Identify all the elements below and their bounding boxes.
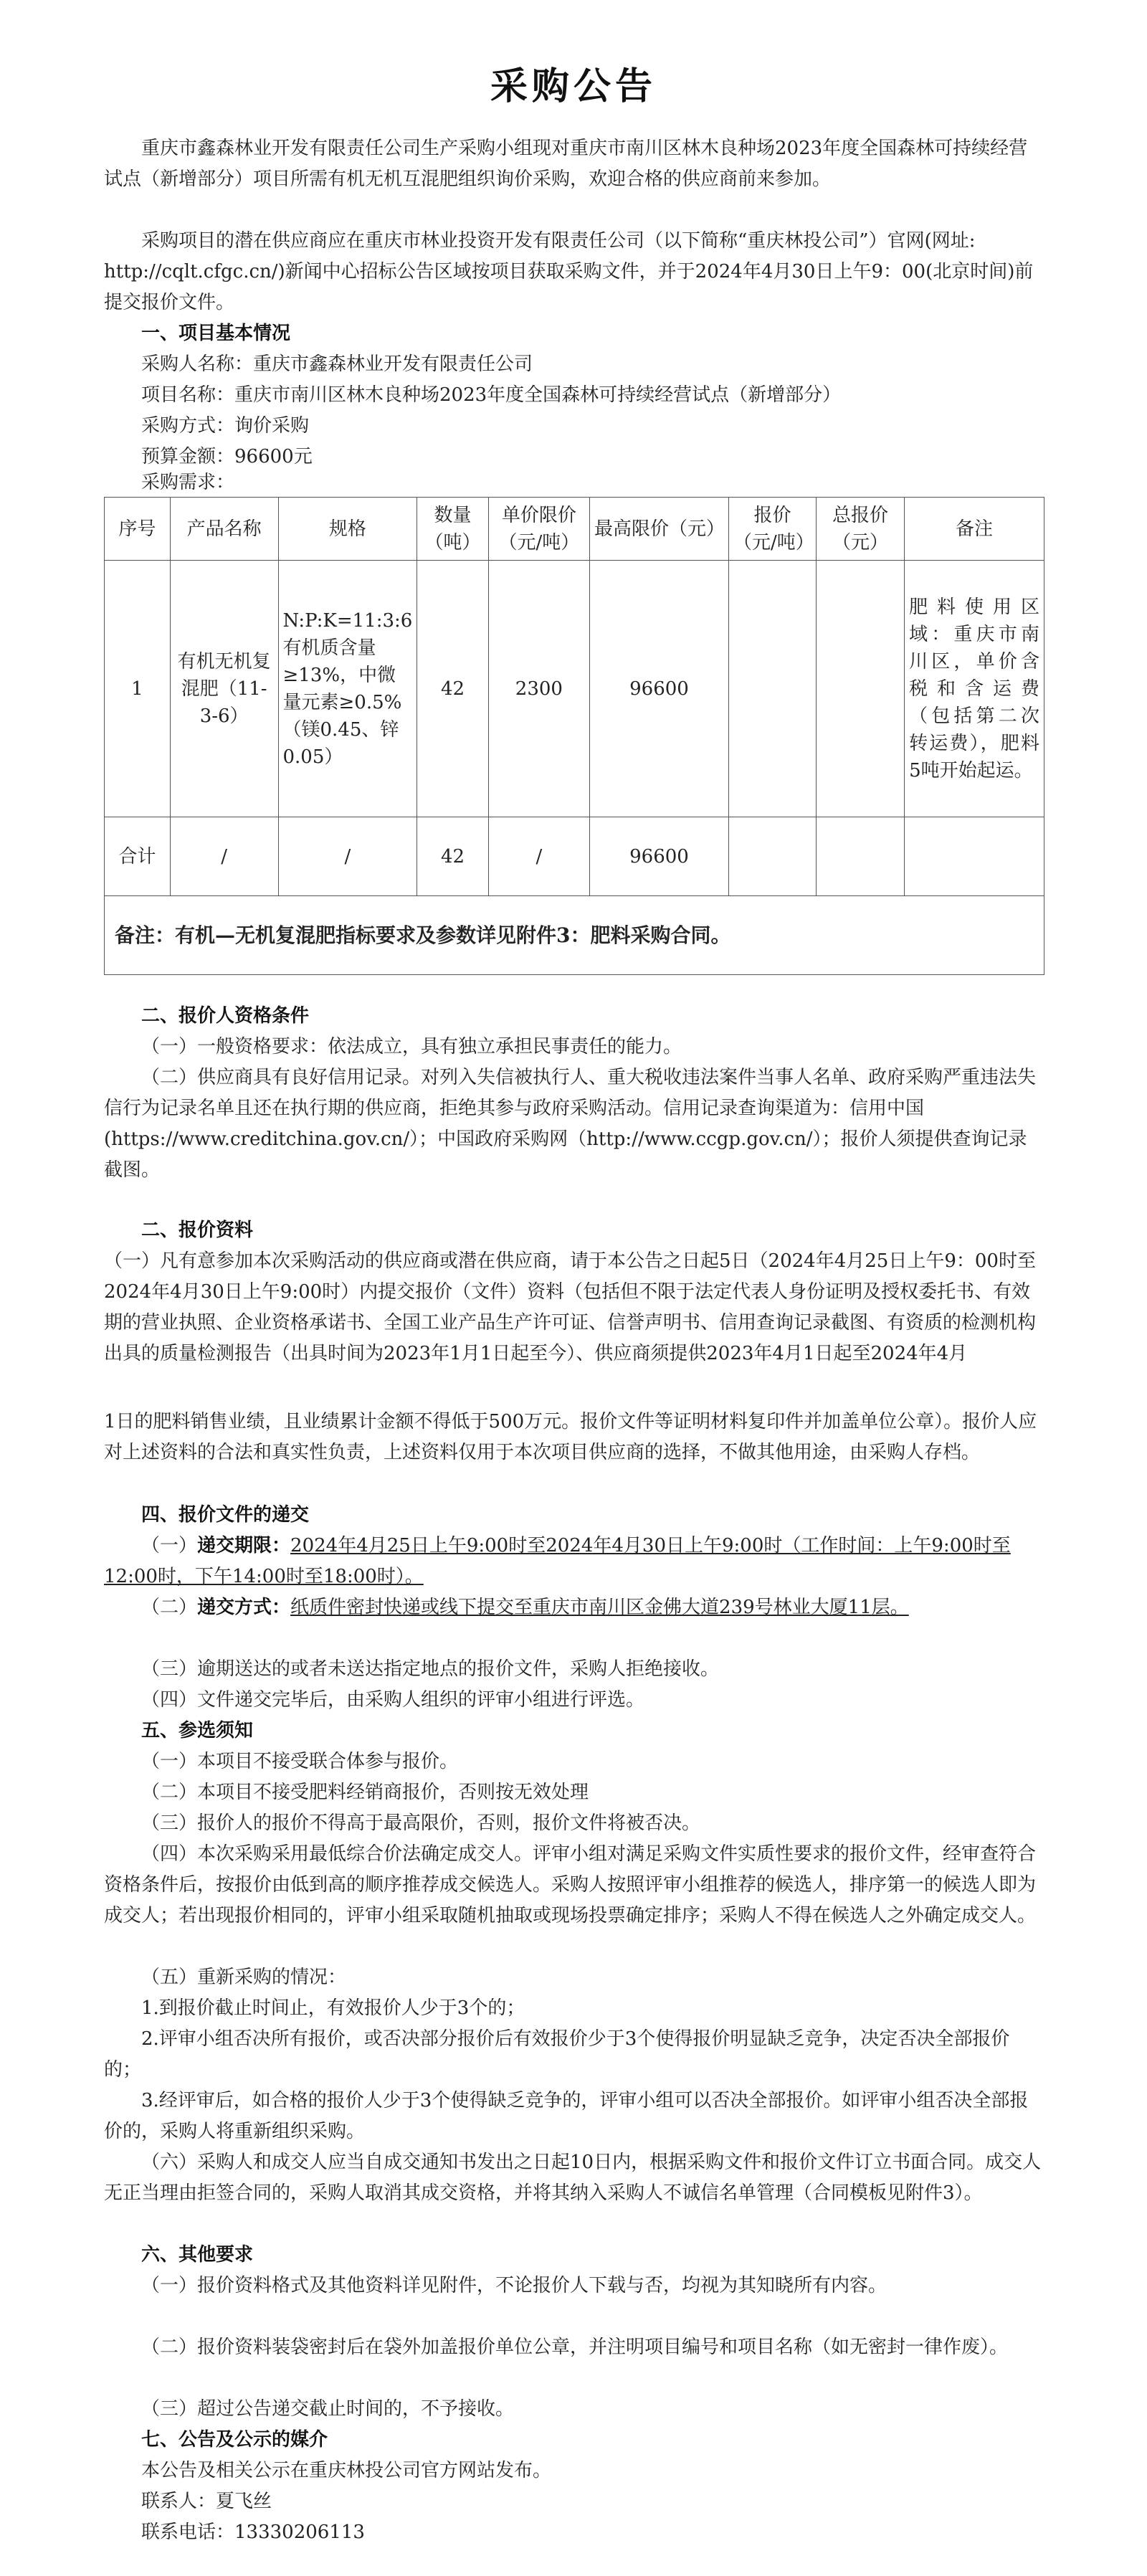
- procurement-demand: 采购需求：: [141, 472, 235, 493]
- cell-spec: N:P:K=11:3:6 有机质含量≥13%，中微量元素≥0.5%（镁0.45、锌0.05）: [278, 561, 417, 817]
- table-row: [105, 561, 1044, 817]
- cell-unit-limit: 2300: [488, 561, 589, 817]
- total-quote: [728, 817, 816, 896]
- total-spec: /: [278, 817, 417, 896]
- notice-1: （一）本项目不接受联合体参与报价。: [141, 1751, 459, 1772]
- deadline-prefix: （一）: [141, 1535, 198, 1556]
- other-3: （三）超过公告递交截止时间的，不予接收。: [141, 2398, 515, 2420]
- total-product: /: [170, 817, 278, 896]
- cell-remark: 肥料使用区域：重庆市南川区，单价含税和含运费（包括第二次转运费），肥料5吨开始起运。: [905, 561, 1044, 817]
- method-prefix: （二）: [141, 1597, 198, 1618]
- total-qty: 42: [417, 817, 488, 896]
- total-total-quote: [817, 817, 905, 896]
- cell-total-quote: [817, 561, 905, 817]
- cell-max-limit: 96600: [589, 561, 728, 817]
- header-total-quote: 总报价（元）: [817, 498, 905, 561]
- section-5-heading: 五、参选须知: [141, 1720, 254, 1741]
- submission-review: （四）文件递交完毕后，由采购人组织的评审小组进行评选。: [141, 1689, 645, 1711]
- table-total-row: [105, 817, 1044, 896]
- deadline-label: 递交期限：: [197, 1535, 291, 1556]
- buyer-name: 采购人名称：重庆市鑫森林业开发有限责任公司: [141, 353, 533, 375]
- total-unit-limit: /: [488, 817, 589, 896]
- notice-4: （四）本次采购采用最低综合价法确定成交人。评审小组对满足采购文件实质性要求的报价文件，经审查符合资格条件后，按报价由低到高的顺序推荐成交候选人。采购人按照评审小组推荐的候选人，排序第一的候选人即为成交人；若出现报价相同的，评审小组采取随机抽取或现场投票确定排序；采购人不得在候选人之外确定成交人。: [104, 1843, 1037, 1926]
- header-max-limit: 最高限价（元）: [589, 498, 728, 561]
- section-4-heading: 四、报价文件的递交: [141, 1504, 310, 1526]
- table-note-row: [105, 896, 1044, 975]
- header-unit-limit: 单价限价（元/吨）: [488, 498, 589, 561]
- total-max-limit: 96600: [589, 817, 728, 896]
- section-7-heading: 七、公告及公示的媒介: [141, 2429, 328, 2451]
- procurement-method: 采购方式：询价采购: [141, 415, 310, 437]
- cell-product: 有机无机复混肥（11-3-6）: [170, 561, 278, 817]
- notice-6: （六）采购人和成交人应当自成交通知书发出之日起10日内，根据采购文件和报价文件订立书面合同。成交人无正当理由拒签合同的，采购人取消其成交资格，并将其纳入采购人不诚信名单管理（合同模板见附件3）。: [104, 2152, 1042, 2204]
- deadline-text: 2024年4月25日上午9:00时至2024年4月30日上午9:00时（工作时间：上午9:00时至12:00时，下午14:00时至18:00时）。: [104, 1535, 1011, 1587]
- other-2: （二）报价资料装袋密封后在袋外加盖报价单位公章，并注明项目编号和项目名称（如无密封一律作废）。: [141, 2337, 1009, 2358]
- cell-qty: 42: [417, 561, 488, 817]
- other-1: （一）报价资料格式及其他资料详见附件，不论报价人下载与否，均视为其知晓所有内容。: [141, 2275, 887, 2296]
- intro-paragraph-1: 重庆市鑫森林业开发有限责任公司生产采购小组现对重庆市南川区林木良种场2023年度全国森林可持续经营试点（新增部分）项目所需有机无机互混肥组织询价采购，欢迎合格的供应商前来参加。: [104, 138, 1028, 190]
- notice-5: （五）重新采购的情况：: [141, 1967, 347, 1988]
- total-remark: [905, 817, 1044, 896]
- notice-3: （三）报价人的报价不得高于最高限价，否则，报价文件将被否决。: [141, 1812, 701, 1834]
- intro-paragraph-2: 采购项目的潜在供应商应在重庆市林业投资开发有限责任公司（以下简称“重庆林投公司”）官网(网址: http://cqlt.cfgc.cn/)新闻中心招标公告区域按项目获取采购文件，并于2024年4月30日上午9：00(北京时间)前提交报价文件。: [104, 230, 1034, 313]
- notice-5-item-2: 2.评审小组否决所有报价，或否决部分报价后有效报价少于3个使得报价明显缺乏竞争，决定否决全部报价的；: [104, 2028, 1010, 2081]
- header-product: 产品名称: [170, 498, 278, 561]
- header-no: 序号: [105, 498, 171, 561]
- quotation-materials-1: （一）凡有意参加本次采购活动的供应商或潜在供应商，请于本公告之日起5日（2024年4月25日上午9：00时至2024年4月30日上午9:00时）内提交报价（文件）资料（包括但不限于法定代表人身份证明及授权委托书、有效期的营业执照、企业资格承诺书、全国工业产品生产许可证、信誉声明书、信用查询记录截图、有资质的检测机构出具的质量检测报告（出具时间为2023年1月1日起至今）、供应商须提供2023年4月1日起至2024年4月: [104, 1250, 1037, 1364]
- section-6-heading: 六、其他要求: [141, 2244, 254, 2266]
- submission-late: （三）逾期送达的或者未送达指定地点的报价文件，采购人拒绝接收。: [141, 1658, 720, 1680]
- table-header-row: [105, 498, 1044, 561]
- media-statement: 本公告及相关公示在重庆林投公司官方网站发布。: [141, 2460, 552, 2481]
- cell-quote: [728, 561, 816, 817]
- quotation-materials-2: 1日的肥料销售业绩，且业绩累计金额不得低于500万元。报价文件等证明材料复印件并加盖单位公章）。报价人应对上述资料的合法和真实性负责，上述资料仅用于本次项目供应商的选择，不做其他用途，由采购人存档。: [104, 1411, 1037, 1463]
- header-spec: 规格: [278, 498, 417, 561]
- section-1-heading: 一、项目基本情况: [141, 323, 291, 344]
- submission-method: [104, 1592, 1043, 1623]
- table-note: 备注：有机—无机复混肥指标要求及参数详见附件3：肥料采购合同。: [105, 896, 1044, 975]
- header-remark: 备注: [905, 498, 1044, 561]
- page-title: 采购公告: [490, 65, 657, 108]
- notice-5-item-3: 3.经评审后，如合格的报价人少于3个使得缺乏竞争的，评审小组可以否决全部报价。如评审小组否决全部报价的，采购人将重新组织采购。: [104, 2090, 1029, 2142]
- notice-2: （二）本项目不接受肥料经销商报价，否则按无效处理: [141, 1782, 589, 1803]
- section-2-heading: 二、报价人资格条件: [141, 1005, 310, 1027]
- total-label: 合计: [105, 817, 171, 896]
- header-qty: 数量（吨）: [417, 498, 488, 561]
- procurement-table: [104, 497, 1044, 975]
- method-label: 递交方式：: [197, 1597, 291, 1618]
- header-quote: 报价（元/吨）: [728, 498, 816, 561]
- submission-deadline: [104, 1531, 1043, 1592]
- budget-amount: 预算金额：96600元: [141, 446, 313, 467]
- project-name: 项目名称：重庆市南川区林木良种场2023年度全国森林可持续经营试点（新增部分）: [141, 384, 842, 406]
- cell-no: 1: [105, 561, 171, 817]
- section-3-heading: 二、报价资料: [141, 1220, 254, 1241]
- method-text: 纸质件密封快递或线下提交至重庆市南川区金佛大道239号林业大厦11层。: [290, 1597, 909, 1618]
- qualification-credit: （二）供应商具有良好信用记录。对列入失信被执行人、重大税收违法案件当事人名单、政府采购严重违法失信行为记录名单且还在执行期的供应商，拒绝其参与政府采购活动。信用记录查询渠道为：信用中国(https://www.creditchina.gov.cn/）；中国政府采购网（http://www.ccgp.gov.cn/）；报价人须提供查询记录截图。: [104, 1067, 1037, 1181]
- contact-phone: 联系电话：13330206113: [141, 2522, 365, 2543]
- notice-5-item-1: 1.到报价截止时间止，有效报价人少于3个的；: [141, 1997, 525, 2019]
- qualification-general: （一）一般资格要求：依法成立，具有独立承担民事责任的能力。: [141, 1036, 682, 1058]
- contact-person: 联系人：夏飞丝: [141, 2491, 272, 2512]
